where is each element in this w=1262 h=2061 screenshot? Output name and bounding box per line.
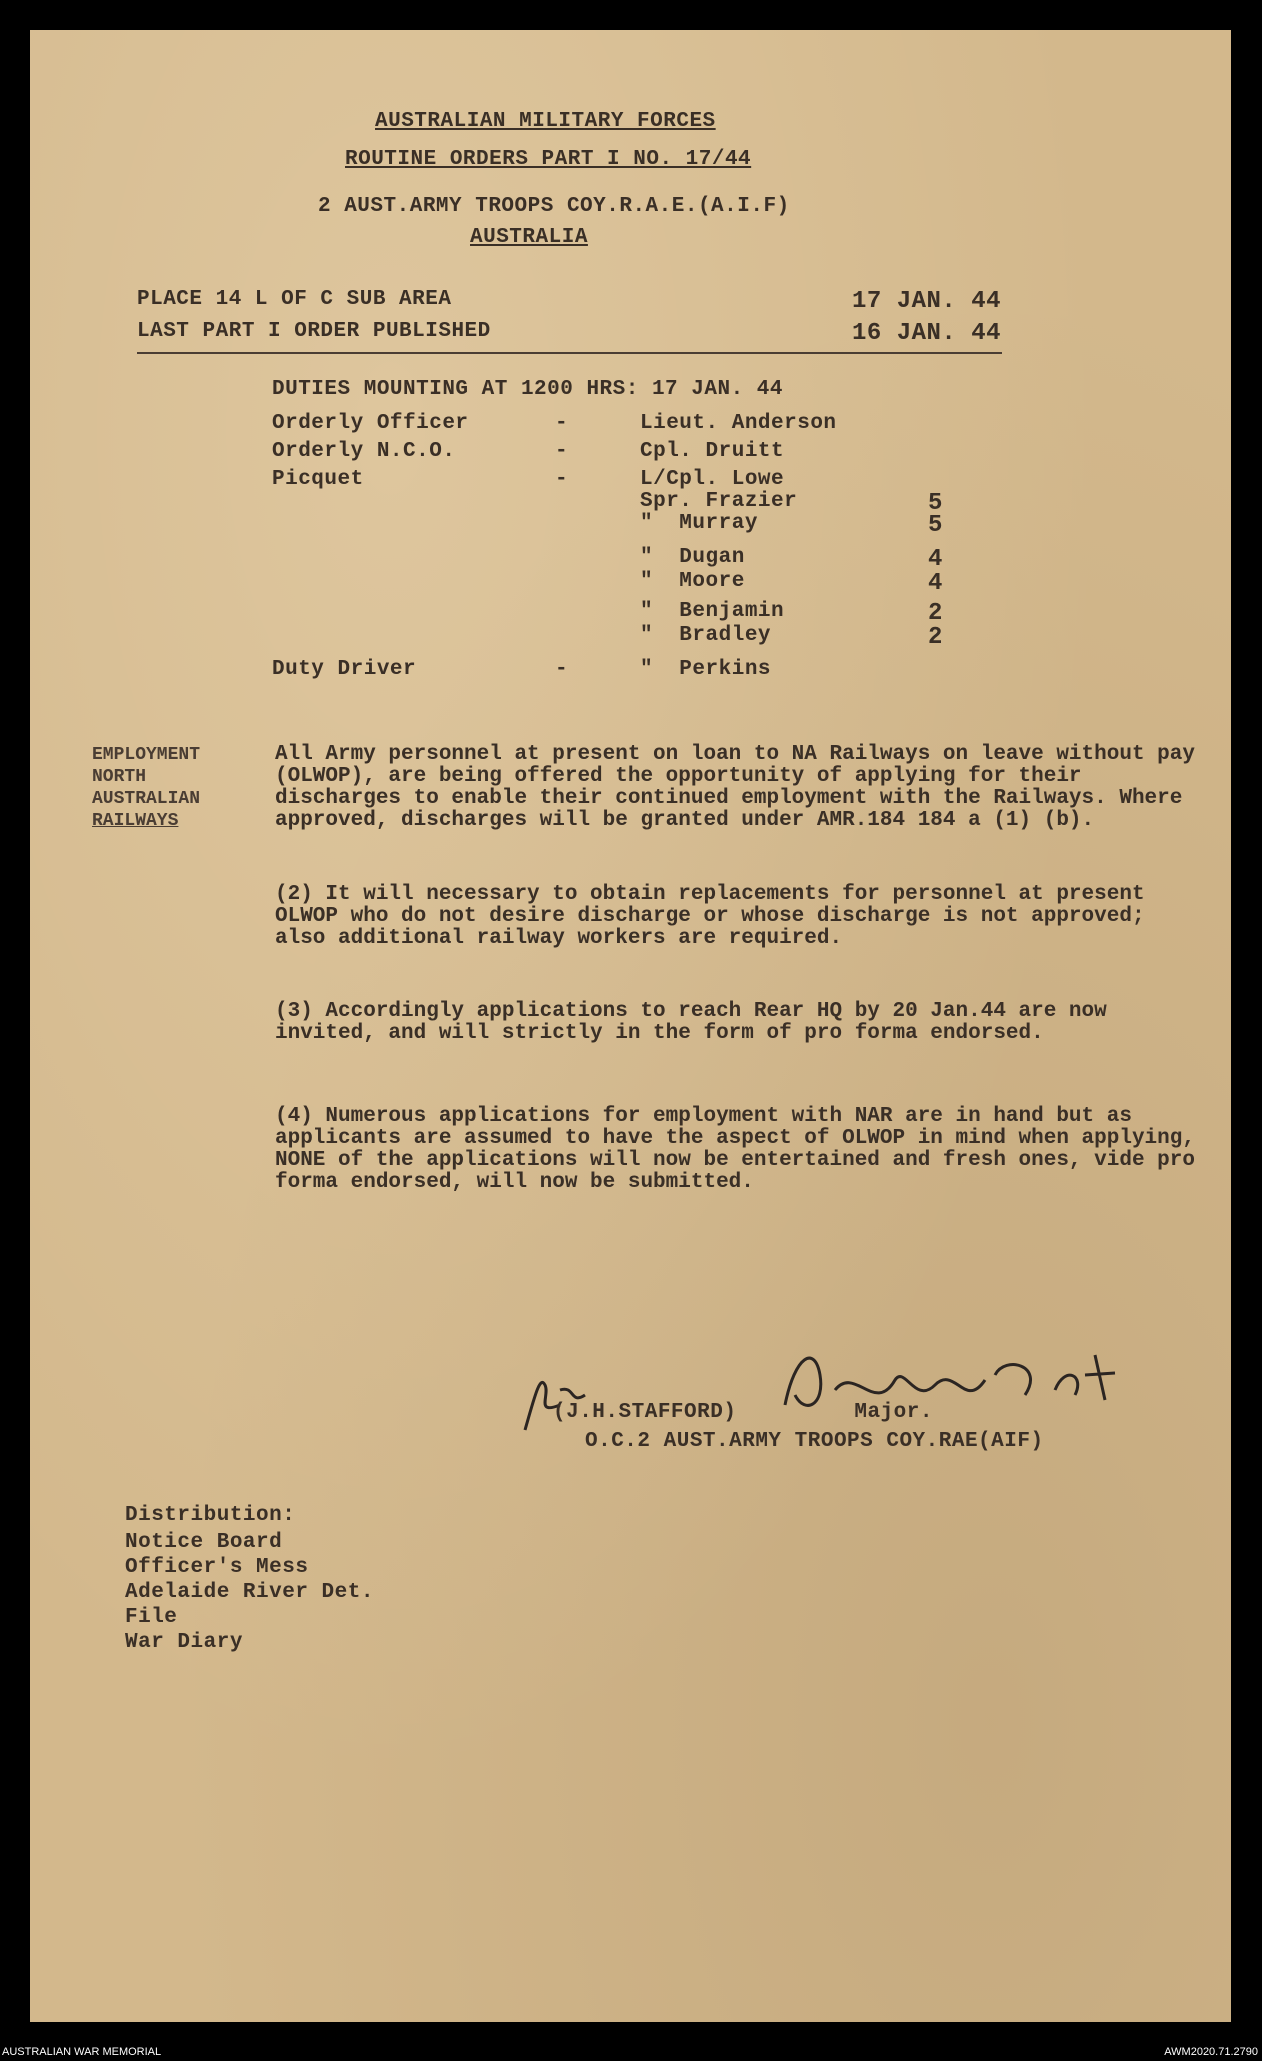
signatory-title: O.C.2 AUST.ARMY TROOPS COY.RAE(AIF) bbox=[585, 1430, 1044, 1453]
last-order-label: LAST PART I ORDER PUBLISHED bbox=[137, 320, 491, 343]
place-label: PLACE 14 L OF C SUB AREA bbox=[137, 288, 452, 311]
paragraph-2-text: (2) It will necessary to obtain replacements for personnel at present OLWOP who do not desire discharge or whose discharge is not approved; also additional railway workers are required. bbox=[275, 883, 1145, 950]
duty-num: 2 bbox=[928, 600, 943, 627]
distribution-item: Notice Board bbox=[125, 1531, 283, 1554]
margin-note-line: AUSTRALIAN bbox=[92, 789, 201, 809]
duty-dash: - bbox=[555, 468, 569, 491]
duty-name: Lieut. Anderson bbox=[640, 412, 837, 435]
header-line-2: ROUTINE ORDERS PART I NO. 17/44 bbox=[345, 148, 752, 171]
margin-note-line: EMPLOYMENT bbox=[92, 745, 201, 765]
duty-dash: - bbox=[555, 658, 569, 681]
duty-name: Cpl. Druitt bbox=[640, 440, 785, 463]
duty-num: 5 bbox=[928, 512, 943, 539]
duty-role: Duty Driver bbox=[272, 658, 417, 681]
duty-dash: - bbox=[555, 440, 569, 463]
duty-name: " Bradley bbox=[640, 624, 772, 647]
duty-name: Spr. Frazier bbox=[640, 490, 798, 513]
paragraph-1-text: All Army personnel at present on loan to NA Railways on leave without pay (OLWOP), are being offered the opportunity of applying for their discharges to enable their continued employment with the Railways. Where approved, discharges will be granted under AMR.184 184 a (1) (b). bbox=[275, 743, 1195, 832]
header-line-3: 2 AUST.ARMY TROOPS COY.R.A.E.(A.I.F) bbox=[318, 195, 790, 218]
signatory-name: (J.H.STAFFORD) Major. bbox=[553, 1401, 933, 1424]
margin-note bbox=[92, 744, 200, 832]
distribution-item: Adelaide River Det. bbox=[125, 1581, 374, 1604]
duty-dash: - bbox=[555, 412, 569, 435]
paragraph-1 bbox=[275, 744, 1195, 832]
duty-name: " Benjamin bbox=[640, 600, 785, 623]
duty-role: Picquet bbox=[272, 468, 364, 491]
duty-role: Orderly N.C.O. bbox=[272, 440, 456, 463]
paragraph-4-text: (4) Numerous applications for employment with NAR are in hand but as applicants are assumed to have the aspect of OLWOP in mind when applying, NONE of the applications will now be entertained and fresh ones, vide pro forma endorsed, will now be submitted. bbox=[275, 1105, 1195, 1194]
paragraph-3-text: (3) Accordingly applications to reach Rear HQ by 20 Jan.44 are now invited, and will strictly in the form of pro forma endorsed. bbox=[275, 1000, 1107, 1045]
duty-num: 4 bbox=[928, 546, 943, 573]
duty-num: 2 bbox=[928, 624, 943, 651]
duty-name: " Murray bbox=[640, 512, 758, 535]
paragraph-4 bbox=[275, 1106, 1195, 1194]
duty-num: 4 bbox=[928, 570, 943, 597]
footer-left: AUSTRALIAN WAR MEMORIAL bbox=[2, 2046, 162, 2058]
distribution-item: War Diary bbox=[125, 1631, 243, 1654]
duty-num: 5 bbox=[928, 490, 943, 517]
duty-name: L/Cpl. Lowe bbox=[640, 468, 785, 491]
duty-name: " Perkins bbox=[640, 658, 772, 681]
header-line-4: AUSTRALIA bbox=[470, 226, 588, 249]
distribution-item: Officer's Mess bbox=[125, 1556, 309, 1579]
divider bbox=[137, 352, 1002, 354]
header-line-1: AUSTRALIAN MILITARY FORCES bbox=[375, 110, 716, 133]
distribution-title: Distribution: bbox=[125, 1504, 296, 1527]
paragraph-2 bbox=[275, 884, 1195, 950]
distribution-item: File bbox=[125, 1606, 178, 1629]
duty-name: " Moore bbox=[640, 570, 745, 593]
handwritten-signature-icon bbox=[515, 1335, 1135, 1445]
footer-right: AWM2020.71.2790 bbox=[1164, 2046, 1258, 2058]
duty-role: Orderly Officer bbox=[272, 412, 469, 435]
place-date: 17 JAN. 44 bbox=[852, 288, 1002, 315]
last-order-date: 16 JAN. 44 bbox=[852, 320, 1002, 347]
duty-name: " Dugan bbox=[640, 546, 745, 569]
duties-title: DUTIES MOUNTING AT 1200 HRS: 17 JAN. 44 bbox=[272, 378, 783, 401]
margin-note-line: RAILWAYS bbox=[92, 811, 179, 831]
paragraph-3 bbox=[275, 1001, 1195, 1045]
margin-note-line: NORTH bbox=[92, 767, 147, 787]
